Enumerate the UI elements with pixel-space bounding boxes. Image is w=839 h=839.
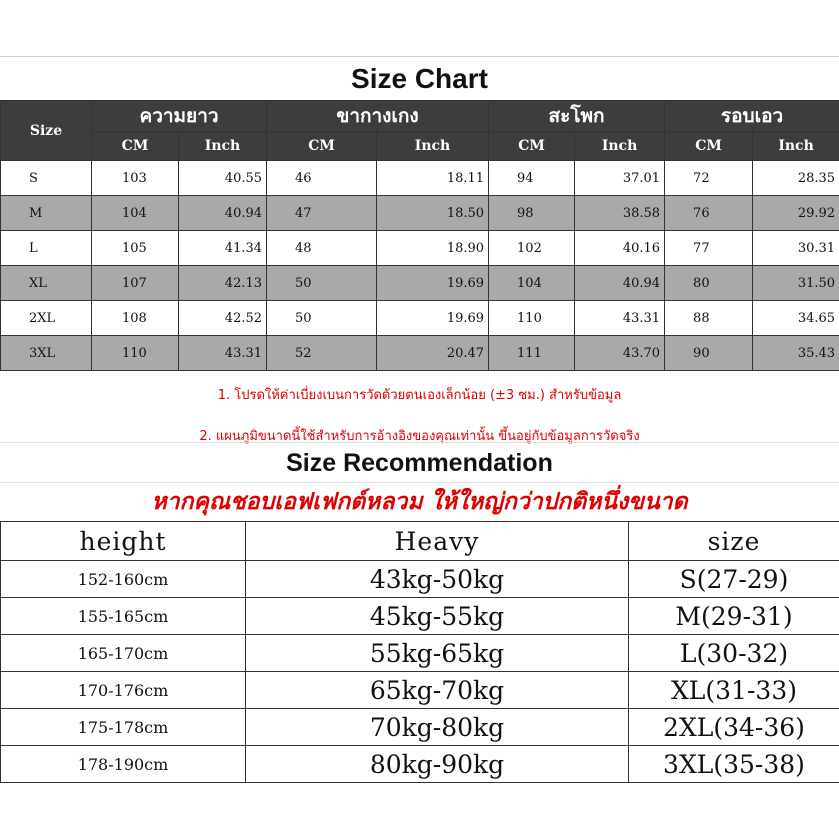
size-recommendation-title: Size Recommendation <box>0 442 839 483</box>
table-row <box>1 746 839 783</box>
leg-inch-cell: 18.50 <box>377 196 489 231</box>
leg-cm-cell: 48 <box>267 231 377 266</box>
size-header: size <box>629 522 839 561</box>
hip-header: สะโพก <box>489 101 665 132</box>
size-cell: L <box>1 231 92 266</box>
weight-cell: 80kg-90kg <box>246 746 629 783</box>
size-cell: 3XL <box>1 336 92 371</box>
unit-cm-header: CM <box>267 132 377 161</box>
length-cm-cell: 105 <box>92 231 179 266</box>
hip-inch-cell: 40.16 <box>575 231 665 266</box>
hip-inch-cell: 40.94 <box>575 266 665 301</box>
table-row <box>1 336 839 371</box>
leg-inch-cell: 20.47 <box>377 336 489 371</box>
waist-cm-cell: 72 <box>665 161 753 196</box>
hip-cm-cell: 111 <box>489 336 575 371</box>
unit-cm-header: CM <box>665 132 753 161</box>
waist-header: รอบเอว <box>665 101 839 132</box>
table-row <box>1 598 839 635</box>
size-cell: XL(31-33) <box>629 672 839 709</box>
hip-cm-cell: 110 <box>489 301 575 336</box>
waist-cm-cell: 80 <box>665 266 753 301</box>
measurement-note-1: 1. โปรดให้ค่าเบี่ยงเบนการวัดด้วยตนเองเล็กน้อย (±3 ซม.) สำหรับข้อมูล <box>217 388 622 403</box>
length-inch-cell: 42.52 <box>179 301 267 336</box>
size-cell: 3XL(35-38) <box>629 746 839 783</box>
table-row <box>1 635 839 672</box>
weight-cell: 43kg-50kg <box>246 561 629 598</box>
leg-cm-cell: 50 <box>267 266 377 301</box>
height-cell: 170-176cm <box>1 672 246 709</box>
leg-inch-cell: 18.90 <box>377 231 489 266</box>
length-header: ความยาว <box>92 101 267 132</box>
leg-inch-cell: 19.69 <box>377 301 489 336</box>
weight-cell: 70kg-80kg <box>246 709 629 746</box>
size-cell: XL <box>1 266 92 301</box>
size-cell: L(30-32) <box>629 635 839 672</box>
height-cell: 155-165cm <box>1 598 246 635</box>
weight-cell: 65kg-70kg <box>246 672 629 709</box>
loose-fit-advice: หากคุณชอบเอฟเฟกต์หลวม ให้ใหญ่กว่าปกติหนึ่งขนาด <box>0 482 839 521</box>
length-cm-cell: 107 <box>92 266 179 301</box>
measurement-note-2: 2. แผนภูมิขนาดนี้ใช้สำหรับการอ้างอิงของคุณเท่านั้น ขึ้นอยู่กับข้อมูลการวัดจริง <box>199 429 640 444</box>
size-cell: 2XL(34-36) <box>629 709 839 746</box>
height-cell: 165-170cm <box>1 635 246 672</box>
waist-inch-cell: 30.31 <box>753 231 839 266</box>
hip-cm-cell: 102 <box>489 231 575 266</box>
waist-inch-cell: 29.92 <box>753 196 839 231</box>
table-row <box>1 301 839 336</box>
unit-cm-header: CM <box>92 132 179 161</box>
size-chart-table <box>0 100 839 371</box>
size-cell: M <box>1 196 92 231</box>
leg-cm-cell: 46 <box>267 161 377 196</box>
size-cell: S <box>1 161 92 196</box>
hip-inch-cell: 37.01 <box>575 161 665 196</box>
hip-inch-cell: 38.58 <box>575 196 665 231</box>
leg-opening-header: ขากางเกง <box>267 101 489 132</box>
leg-cm-cell: 50 <box>267 301 377 336</box>
leg-cm-cell: 47 <box>267 196 377 231</box>
table-row <box>1 672 839 709</box>
waist-inch-cell: 34.65 <box>753 301 839 336</box>
unit-cm-header: CM <box>489 132 575 161</box>
waist-inch-cell: 35.43 <box>753 336 839 371</box>
leg-inch-cell: 19.69 <box>377 266 489 301</box>
height-cell: 178-190cm <box>1 746 246 783</box>
waist-cm-cell: 88 <box>665 301 753 336</box>
hip-inch-cell: 43.31 <box>575 301 665 336</box>
leg-inch-cell: 18.11 <box>377 161 489 196</box>
table-row <box>1 709 839 746</box>
height-header: height <box>1 522 246 561</box>
size-cell: S(27-29) <box>629 561 839 598</box>
length-cm-cell: 104 <box>92 196 179 231</box>
unit-inch-header: Inch <box>179 132 267 161</box>
unit-inch-header: Inch <box>377 132 489 161</box>
height-cell: 152-160cm <box>1 561 246 598</box>
length-inch-cell: 40.94 <box>179 196 267 231</box>
length-cm-cell: 103 <box>92 161 179 196</box>
table-row <box>1 266 839 301</box>
hip-cm-cell: 94 <box>489 161 575 196</box>
length-cm-cell: 108 <box>92 301 179 336</box>
length-inch-cell: 43.31 <box>179 336 267 371</box>
unit-inch-header: Inch <box>575 132 665 161</box>
size-recommendation-table <box>0 521 839 783</box>
table-row <box>1 561 839 598</box>
table-row <box>1 161 839 196</box>
waist-inch-cell: 28.35 <box>753 161 839 196</box>
size-cell: M(29-31) <box>629 598 839 635</box>
hip-cm-cell: 104 <box>489 266 575 301</box>
size-column-header: Size <box>1 101 92 161</box>
size-chart-title: Size Chart <box>0 56 839 101</box>
hip-cm-cell: 98 <box>489 196 575 231</box>
hip-inch-cell: 43.70 <box>575 336 665 371</box>
waist-inch-cell: 31.50 <box>753 266 839 301</box>
leg-cm-cell: 52 <box>267 336 377 371</box>
length-inch-cell: 40.55 <box>179 161 267 196</box>
weight-cell: 55kg-65kg <box>246 635 629 672</box>
weight-cell: 45kg-55kg <box>246 598 629 635</box>
length-inch-cell: 42.13 <box>179 266 267 301</box>
waist-cm-cell: 77 <box>665 231 753 266</box>
waist-cm-cell: 76 <box>665 196 753 231</box>
table-row <box>1 231 839 266</box>
unit-inch-header: Inch <box>753 132 839 161</box>
size-cell: 2XL <box>1 301 92 336</box>
waist-cm-cell: 90 <box>665 336 753 371</box>
height-cell: 175-178cm <box>1 709 246 746</box>
table-row <box>1 196 839 231</box>
weight-header: Heavy <box>246 522 629 561</box>
length-inch-cell: 41.34 <box>179 231 267 266</box>
length-cm-cell: 110 <box>92 336 179 371</box>
